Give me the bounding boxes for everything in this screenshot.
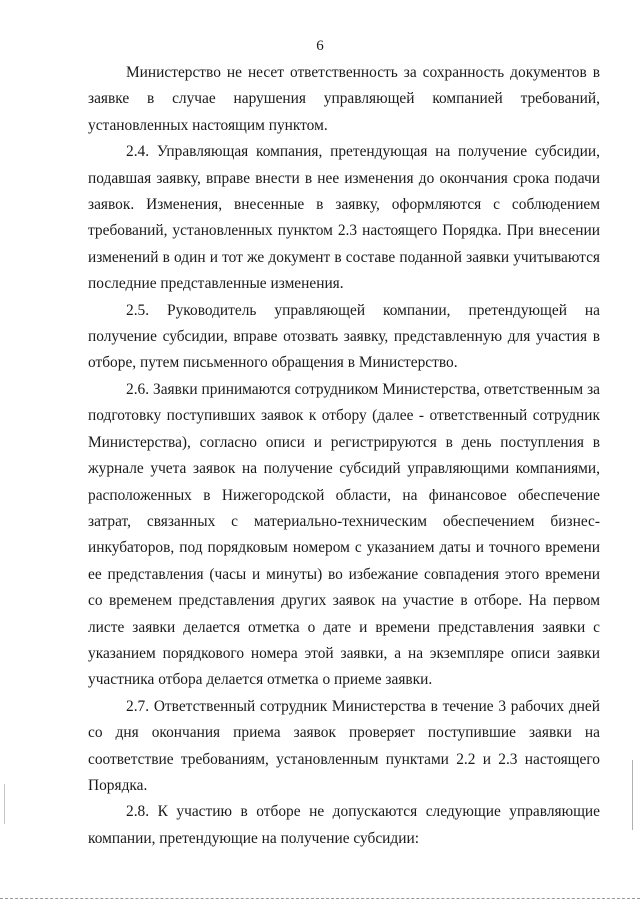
paragraph-2-8: 2.8. К участию в отборе не допускаются следующие управляющие компании, претендующие на получение субсидии: xyxy=(88,803,600,847)
paragraph-2-5: 2.5. Руководитель управляющей компании, претендующей на получение субсидии, вправе отозвать заявку, представленную для участия в отборе, путем письменного обращения в Министерство. xyxy=(88,301,600,372)
page-number: 6 xyxy=(316,38,324,54)
document-body xyxy=(88,60,600,852)
scan-edge-left xyxy=(4,784,5,824)
scan-edge-right xyxy=(632,760,633,830)
paragraph-2-7: 2.7. Ответственный сотрудник Министерства в течение 3 рабочих дней со дня окончания приема заявок проверяет поступившие заявки на соответствие требованиям, установленным пунктами 2.2 и 2.3 настоящего Порядка. xyxy=(88,697,600,794)
paragraph-ministry-responsibility: Министерство не несет ответственность за сохранность документов в заявке в случае нарушения управляющей компанией требований, установленных настоящим пунктом. xyxy=(88,64,600,134)
paragraph-2-6: 2.6. Заявки принимаются сотрудником Министерства, ответственным за подготовку поступивших заявок к отбору (далее - ответственный сотрудник Министерства), согласно описи и регистрируются в день поступления в журнале учета заявок на получение субсидий управляющими компаниями, расположенных в Нижегородской области, на финансовое обеспечение затрат, связанных с материально-техническим обеспечением бизнес-инкубаторов, под порядковым номером с указанием даты и точного времени ее представления (часы и минуты) во избежание совпадения этого времени со временем представления других заявок на участие в отборе. На первом листе заявки делается отметка о дате и времени представления заявки с указанием порядкового номера этой заявки, а на экземпляре описи заявки участника отбора делается отметка о приеме заявки. xyxy=(88,380,600,689)
paragraph-2-4: 2.4. Управляющая компания, претендующая на получение субсидии, подавшая заявку, вправе внести в нее изменения до окончания срока подачи заявок. Изменения, внесенные в заявку, оформляются с соблюдением требований, установленных пунктом 2.3 настоящего Порядка. При внесении изменений в один и тот же документ в составе поданной заявки учитываются последние представленные изменения. xyxy=(88,143,600,293)
scan-edge-bottom xyxy=(0,898,640,899)
